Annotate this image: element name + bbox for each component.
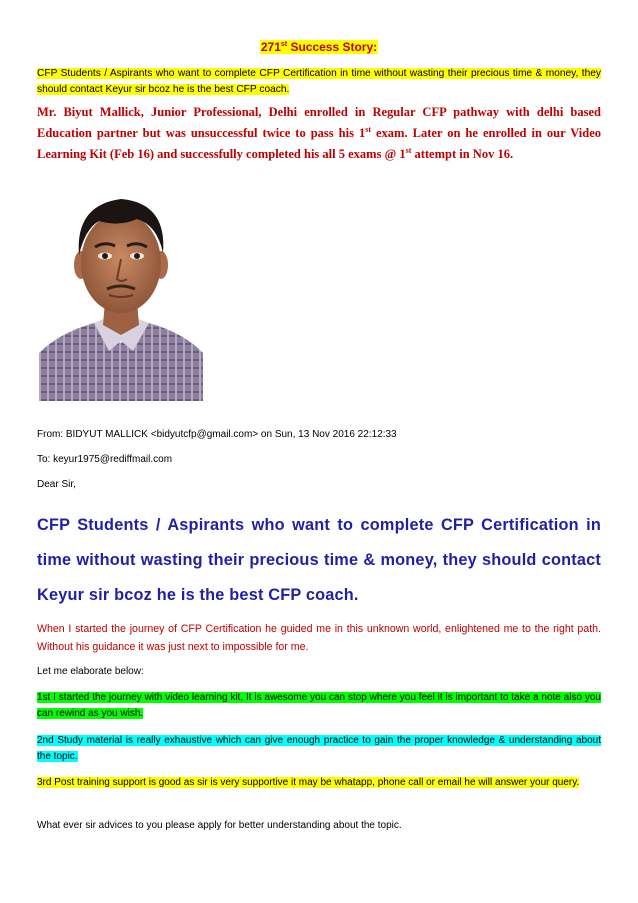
- point-post-training: [37, 775, 601, 791]
- journey-paragraph: When I started the journey of CFP Certification he guided me in this unknown world, enlightened me to the right path. Without his guidance it was just next to impossible for me.: [37, 623, 601, 653]
- point-2-text: 2nd Study material is really exhaustive which can give enough practice to gain the proper knowledge & understanding about the topic.: [37, 735, 601, 762]
- story-number: 271: [260, 40, 281, 54]
- student-photo: [39, 183, 203, 401]
- point-video-kit: [37, 690, 601, 722]
- enrolled-sup2: st: [405, 146, 412, 156]
- story-number-suffix: st: [280, 41, 288, 48]
- point-3-text: 3rd Post training support is good as sir is very supportive it may be whatapp, phone call or email he will answer your query.: [37, 777, 580, 788]
- email-to: To: keyur1975@rediffmail.com: [37, 454, 173, 465]
- point-study-material: [37, 733, 601, 765]
- enrolled-part1: Mr. Biyut Mallick, Junior Professional, Delhi enrolled in Regular CFP pathway with delhi based Education partner but was unsuccessful twice to pass his 1: [37, 105, 601, 141]
- story-title: [37, 40, 601, 54]
- email-greeting: Dear Sir,: [37, 479, 76, 490]
- point-1-text: 1st I started the journey with video learning kit, It is awesome you can stop where you feel it is important to take a note also you can rewind as you wish.: [37, 692, 601, 719]
- story-title-rest: Success Story:: [287, 40, 378, 54]
- enrollment-paragraph: [37, 104, 601, 163]
- intro-text: CFP Students / Aspirants who want to complete CFP Certification in time without wasting their precious time & money, they should contact Keyur sir bcoz he is the best CFP coach.: [37, 68, 601, 95]
- elaborate-line: Let me elaborate below:: [37, 666, 144, 677]
- enrolled-part2: exam. Later on he enrolled in our Video Learning Kit (Feb 16) and successfully completed his all 5 exams @ 1: [37, 126, 601, 162]
- headline-quote: CFP Students / Aspirants who want to complete CFP Certification in time without wasting their precious time & money, they should contact Keyur sir bcoz he is the best CFP coach.: [37, 516, 601, 604]
- closing-line: What ever sir advices to you please apply for better understanding about the topic.: [37, 820, 402, 831]
- enrolled-sup1: st: [365, 125, 371, 134]
- story-title-highlight: [260, 40, 378, 54]
- email-from: From: BIDYUT MALLICK <bidyutcfp@gmail.com> on Sun, 13 Nov 2016 22:12:33: [37, 429, 397, 440]
- enrolled-part3: attempt in Nov 16.: [411, 147, 514, 162]
- intro-paragraph: [37, 66, 601, 98]
